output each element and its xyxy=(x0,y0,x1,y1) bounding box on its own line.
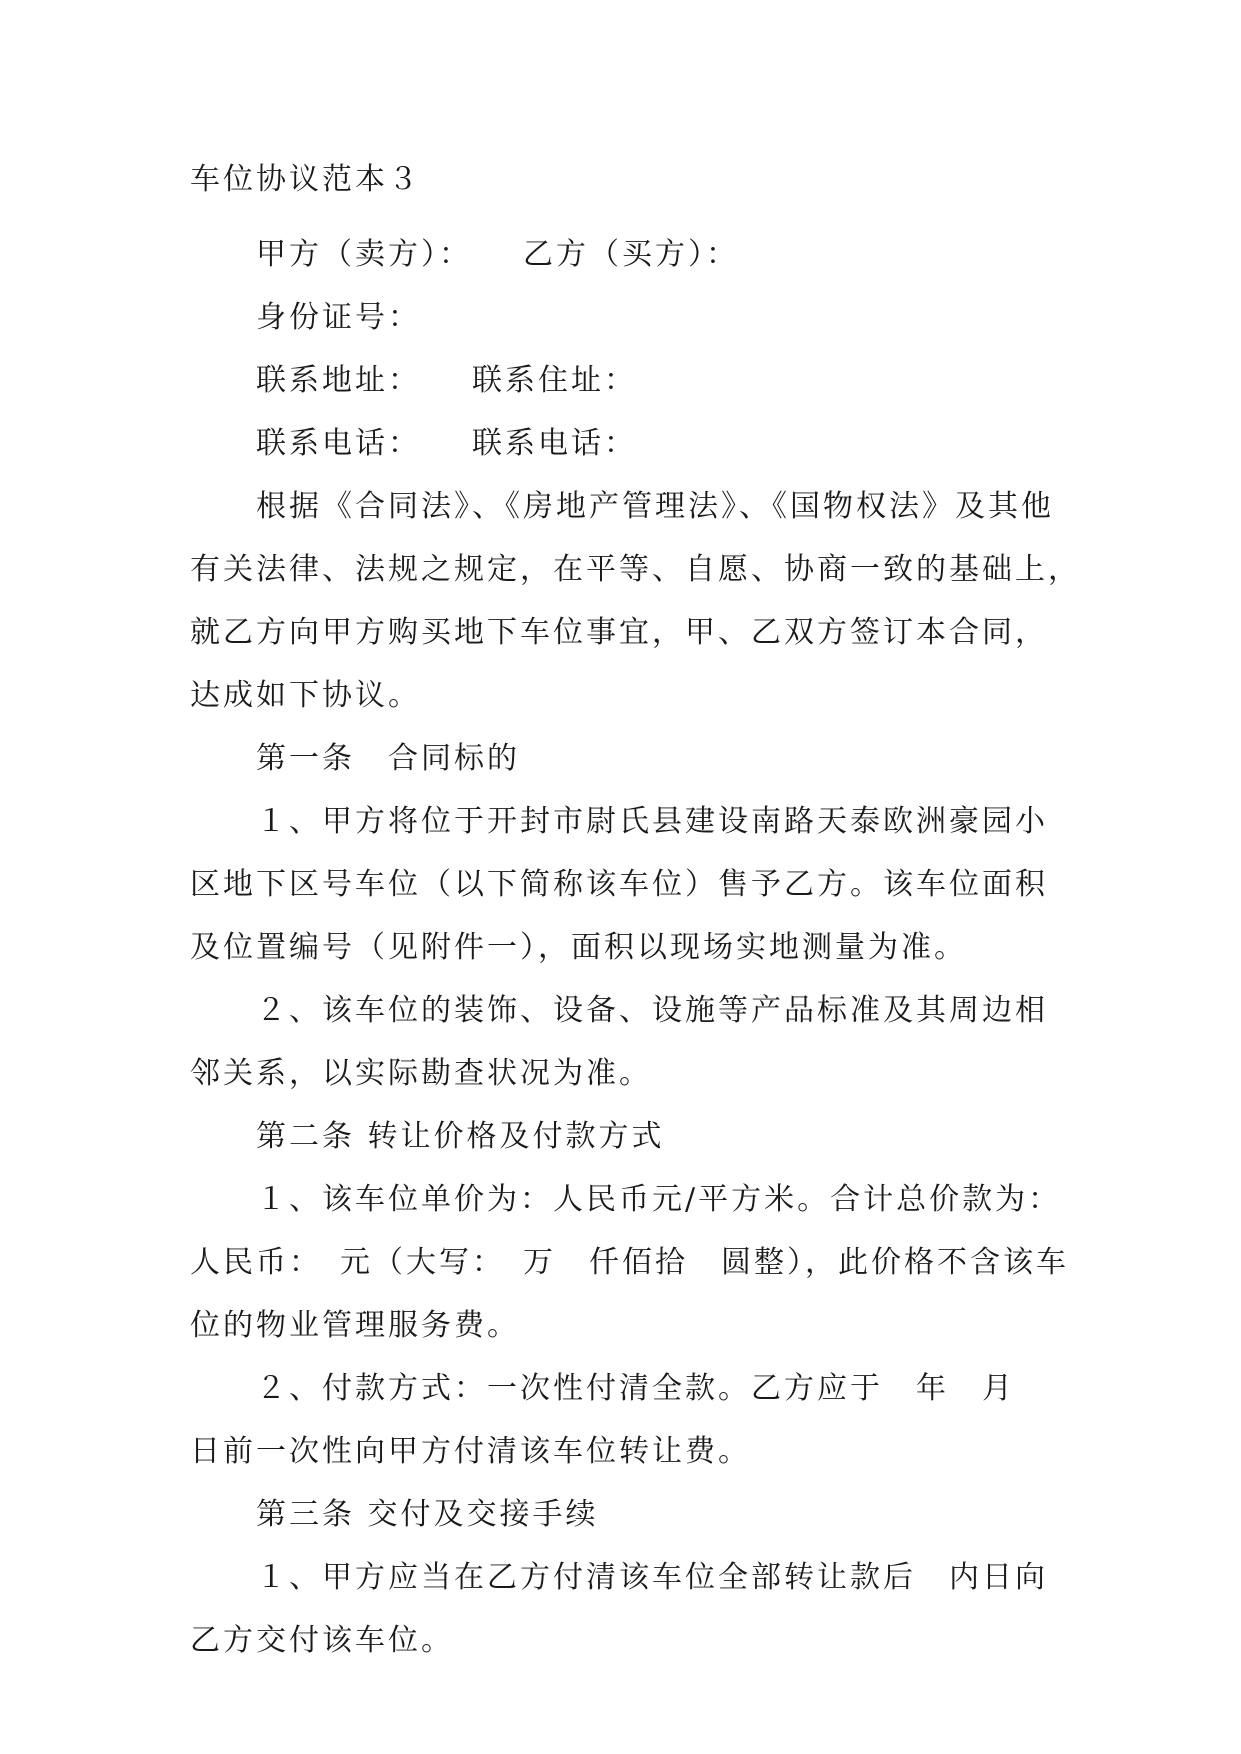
article1-item2-line: ２、该车位的装饰、设备、设施等产品标准及其周边相 xyxy=(256,993,1048,1028)
preamble-line: 就乙方向甲方购买地下车位事宜，甲、乙双方签订本合同， xyxy=(190,615,1048,650)
preamble-line: 有关法律、法规之规定，在平等、自愿、协商一致的基础上， xyxy=(190,552,1081,587)
article3-item1-line: 乙方交付该车位。 xyxy=(190,1623,454,1658)
parties-seller-buyer: 甲方（卖方）： 乙方（买方）： xyxy=(256,237,739,272)
article2-item1-line: １、该车位单价为：人民币元/平方米。合计总价款为： xyxy=(256,1182,1062,1217)
article2-item2-line: 日前一次性向甲方付清该车位转让费。 xyxy=(190,1434,751,1469)
article2-heading: 第二条 转让价格及付款方式 xyxy=(256,1119,665,1154)
article2-item1-line: 人民币： 元（大写： 万 仟佰拾 圆整），此价格不含该车 xyxy=(190,1245,1069,1280)
parties-id-number: 身份证号： xyxy=(256,300,421,335)
article1-item2-line: 邻关系，以实际勘查状况为准。 xyxy=(190,1056,652,1091)
document-body xyxy=(190,162,1081,1672)
article1-heading: 第一条 合同标的 xyxy=(256,741,520,776)
parties-address: 联系地址： 联系住址： xyxy=(256,363,637,398)
preamble-line: 达成如下协议。 xyxy=(190,678,421,713)
article1-item1-line: 区地下区号车位（以下简称该车位）售予乙方。该车位面积 xyxy=(190,867,1048,902)
article2-item1-line: 位的物业管理服务费。 xyxy=(190,1308,520,1343)
preamble-line: 根据《合同法》、《房地产管理法》、《国物权法》及其他 xyxy=(256,489,1054,524)
article3-item1-line: １、甲方应当在乙方付清该车位全部转让款后 内日向 xyxy=(256,1560,1048,1595)
document-title: 车位协议范本３ xyxy=(190,162,421,197)
article2-item2-line: ２、付款方式：一次性付清全款。乙方应于 年 月 xyxy=(256,1371,1015,1406)
article3-heading: 第三条 交付及交接手续 xyxy=(256,1497,599,1532)
article1-item1-line: 及位置编号（见附件一），面积以现场实地测量为准。 xyxy=(190,930,967,965)
parties-phone: 联系电话： 联系电话： xyxy=(256,426,637,461)
article1-item1-line: １、甲方将位于开封市尉氏县建设南路天泰欧洲豪园小 xyxy=(256,804,1048,839)
